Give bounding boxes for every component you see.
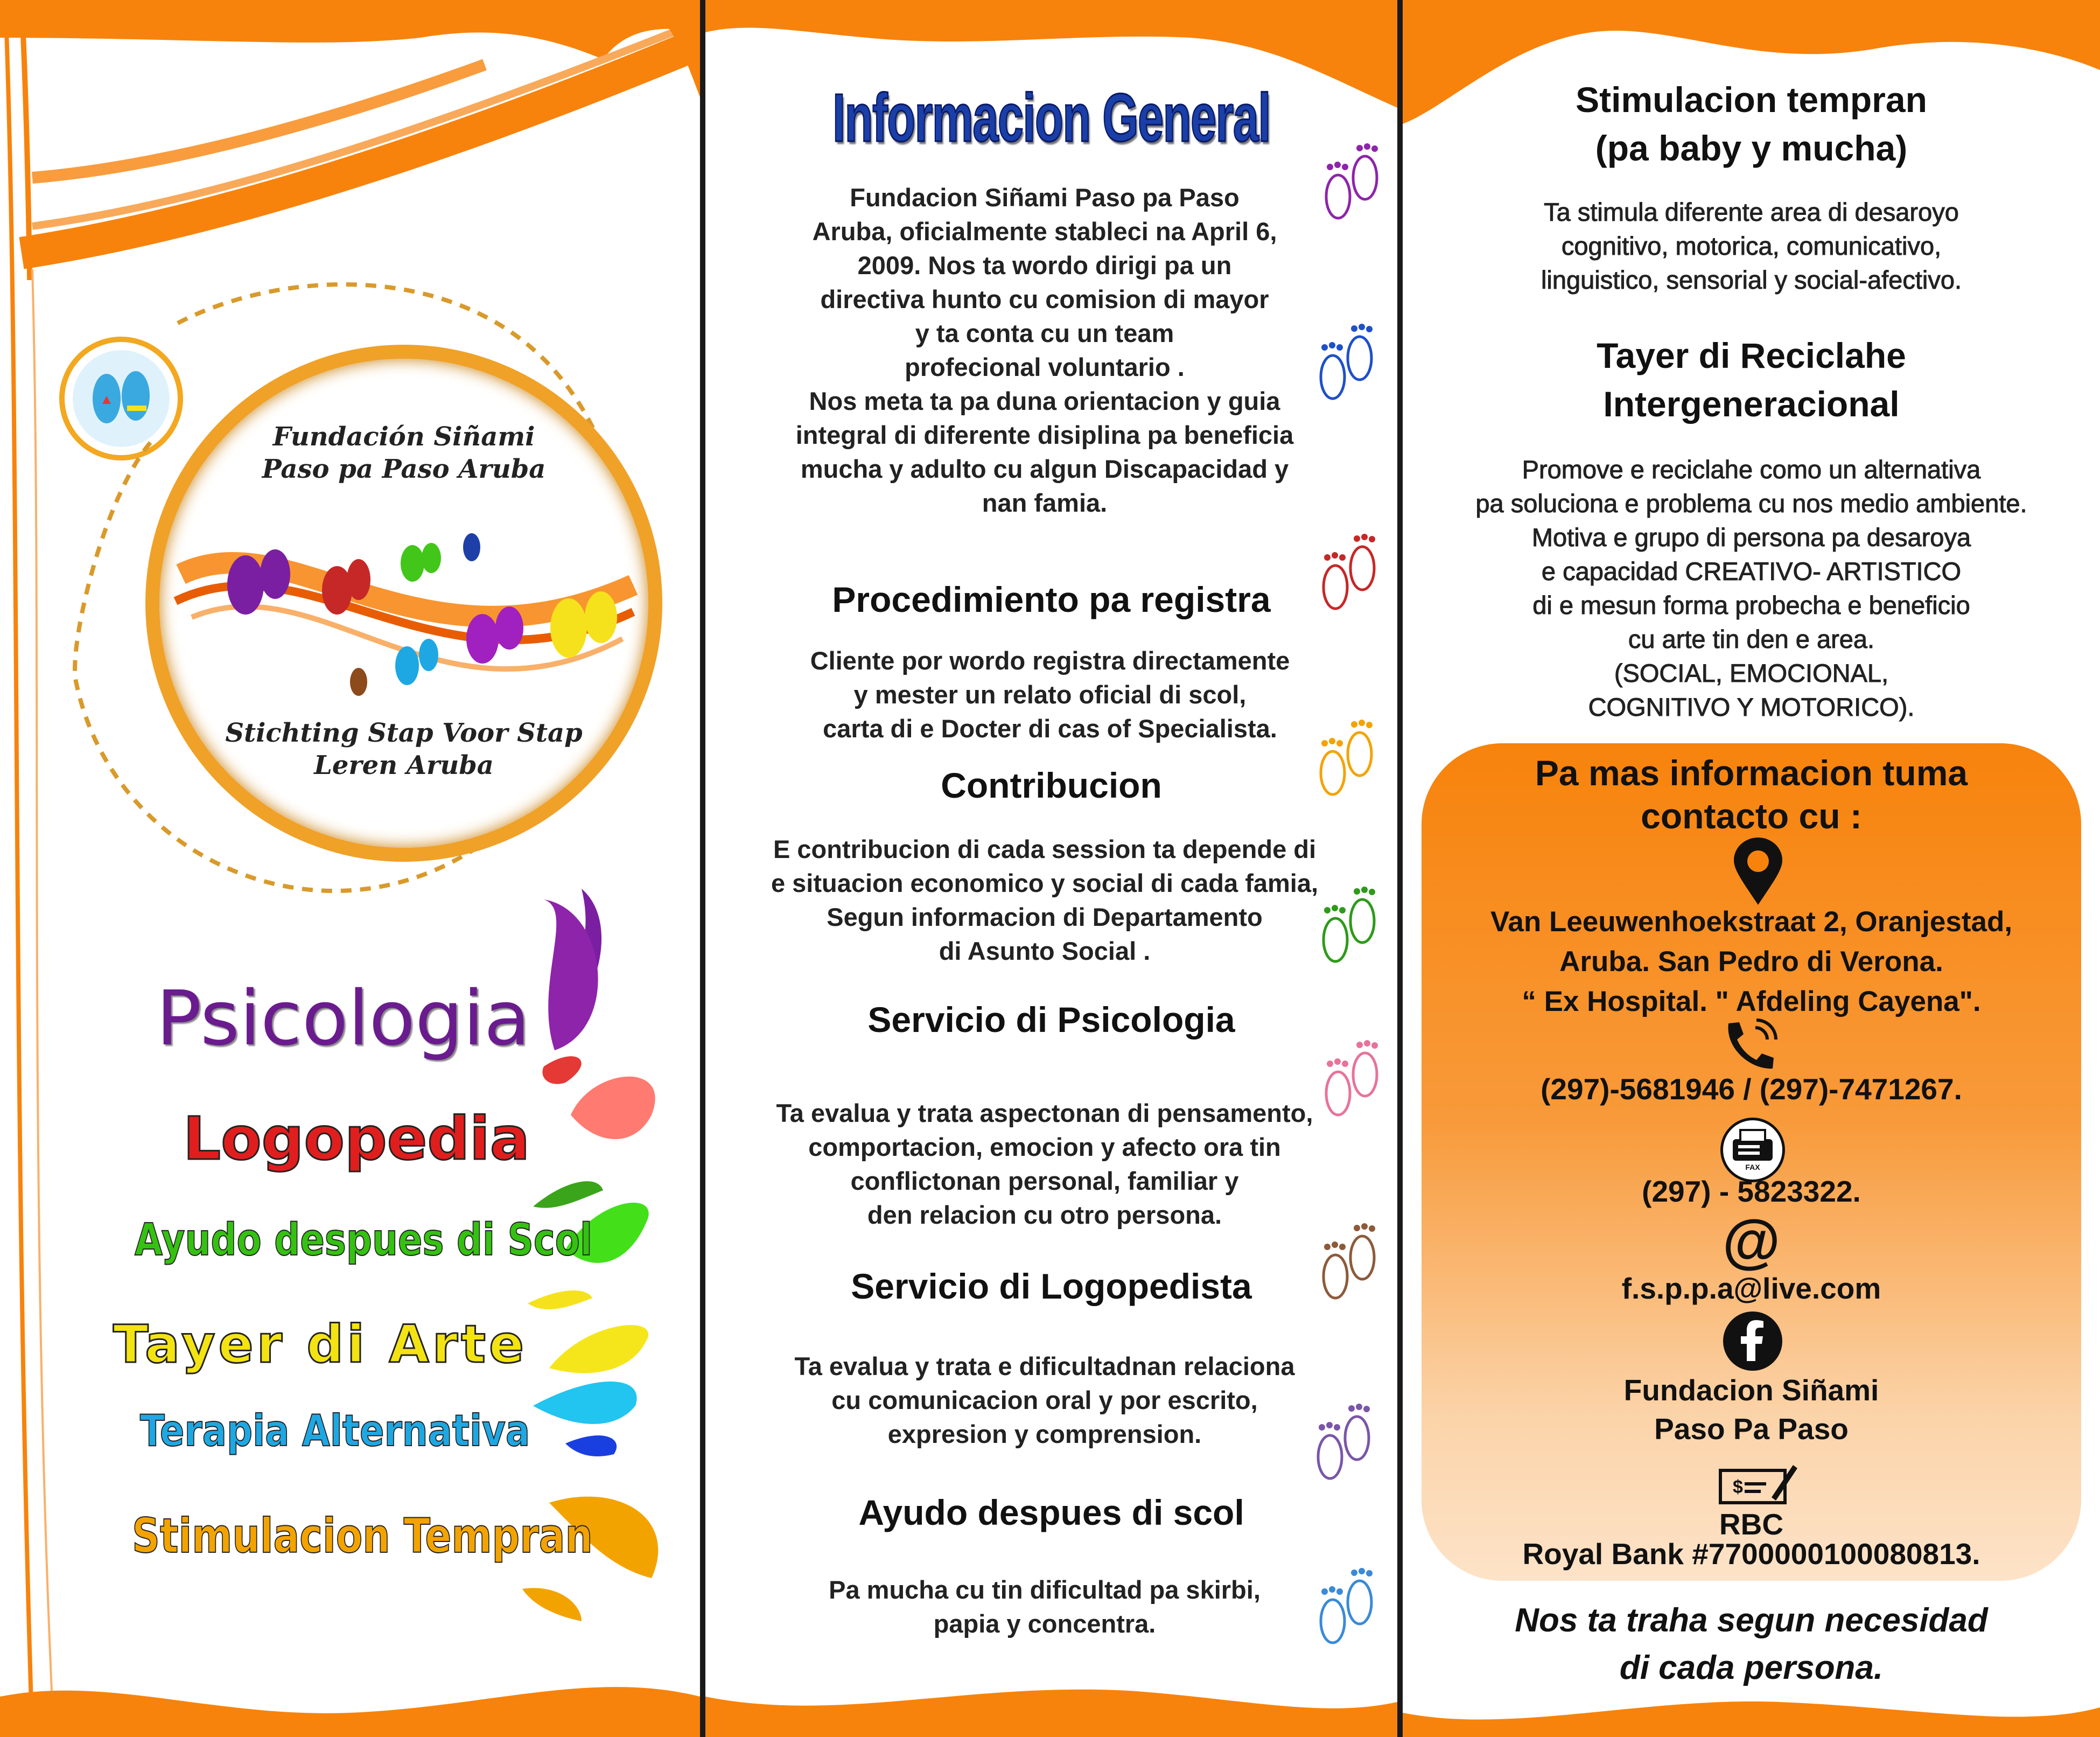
footprint-green-icon [1311, 878, 1387, 969]
heading-tayer-reciclahe [1403, 331, 2100, 428]
intro-line: Fundacion Siñami Paso pa Paso [850, 183, 1240, 212]
logo-top-line-2: Paso pa Paso Aruba [262, 454, 546, 484]
footprint-skyblue-icon [1308, 1559, 1384, 1651]
heading-line: Stimulacion tempran [1576, 80, 1927, 120]
bottom-orange-wave-middle [705, 1670, 1397, 1737]
address [1403, 902, 2100, 1022]
intro-line: mucha y adulto cu algun Discapacidad y [800, 455, 1289, 483]
body-line: comportacion, emocion y afecto ora tin [808, 1133, 1281, 1161]
logo-bottom-text [159, 717, 648, 782]
footer-line: Nos ta traha segun necesidad [1515, 1602, 1988, 1639]
bottom-orange-wave-right [1403, 1686, 2100, 1737]
body-line: COGNITIVO Y MOTORICO). [1588, 693, 1915, 721]
body-line: linguistico, sensorial y social-afectivo. [1541, 266, 1962, 294]
footprint-red-icon [1311, 525, 1387, 617]
main-logo [145, 345, 662, 862]
email-at-icon: @ [1722, 1208, 1781, 1274]
facebook-name [1403, 1371, 2100, 1448]
logo-bottom-line-1: Stichting Stap Voor Stap [225, 718, 583, 748]
address-line: Van Leeuwenhoekstraat 2, Oranjestad, [1490, 906, 2013, 938]
body-line: Ta stimula diferente area di desaroyo [1544, 198, 1959, 226]
facebook-line: Paso Pa Paso [1654, 1412, 1849, 1446]
intro-line: Nos meta ta pa duna orientacion y guia [809, 387, 1280, 415]
body-line: expresion y comprension. [887, 1420, 1202, 1448]
logo-top-line-1: Fundación Siñami [272, 422, 535, 452]
intro-line: y ta conta cu un team [915, 319, 1174, 347]
phone-icon [1718, 1018, 1782, 1072]
body-line: conflictonan personal, familiar y [850, 1167, 1239, 1195]
logopedista-text [727, 1349, 1362, 1451]
service-logopedia: Logopedia [183, 1104, 530, 1173]
body-line: carta di e Docter di cas of Specialista. [823, 714, 1277, 743]
heading-stimulacion [1403, 75, 2100, 172]
intro-line: Aruba, oficialmente stableci na April 6, [812, 217, 1277, 246]
psicologia-text [727, 1096, 1362, 1232]
logo-bottom-line-2: Leren Aruba [314, 750, 494, 780]
service-psicologia: Psicologia [156, 975, 530, 1063]
phone-number: (297)-5681946 / (297)-7471267. [1541, 1072, 1962, 1106]
heading-line: contacto cu : [1641, 796, 1862, 836]
reciclahe-text [1403, 452, 2100, 724]
intro-line: integral di diferente disiplina pa beneficia [795, 421, 1294, 449]
body-line: papia y concentra. [933, 1609, 1156, 1638]
heading-line: Intergeneracional [1603, 384, 1900, 424]
logo-top-text [159, 421, 648, 485]
ayudo-text [727, 1573, 1362, 1641]
contact-heading [1403, 751, 2100, 838]
body-line: y mester un relato oficial di scol, [853, 680, 1247, 709]
footprint-brown-icon [1311, 1215, 1387, 1306]
procedimiento-text [738, 644, 1362, 745]
footprint-violet-icon [1306, 1395, 1381, 1487]
divider-2 [1397, 0, 1403, 1737]
facebook-icon[interactable] [1723, 1312, 1782, 1371]
intro-text [727, 180, 1362, 520]
address-line: Aruba. San Pedro di Verona. [1559, 946, 1943, 978]
body-line: Ta evalua y trata e dificultadnan relaciona [794, 1352, 1295, 1380]
heading-line: Tayer di Reciclahe [1597, 336, 1906, 375]
divider-1 [700, 0, 705, 1737]
bottom-orange-wave [0, 1664, 700, 1737]
heading-line: Pa mas informacion tuma [1535, 753, 1968, 793]
bank-name: RBC [1719, 1508, 1784, 1541]
body-line: Segun informacion di Departamento [827, 903, 1263, 931]
body-line: di e mesun forma probecha e beneficio [1532, 591, 1970, 619]
body-line: (SOCIAL, EMOCIONAL, [1614, 659, 1889, 687]
footer-slogan [1403, 1597, 2100, 1692]
heading-servicio-logopedista: Servicio di Logopedista [851, 1266, 1252, 1306]
body-line: cu comunicacion oral y por escrito, [831, 1386, 1258, 1414]
footprint-pink-icon [1314, 1031, 1389, 1123]
body-line: Cliente por wordo registra directamente [810, 646, 1290, 675]
left-panel [0, 0, 700, 1737]
service-terapia-alternativa: Terapia Alternativa [140, 1406, 530, 1456]
body-line: cognitivo, motorica, comunicativo, [1561, 232, 1942, 260]
fax-number: (297) - 5823322. [1642, 1175, 1861, 1208]
footprint-purple-icon [1314, 135, 1389, 226]
fax-icon [1720, 1118, 1785, 1182]
heading-procedimiento: Procedimiento pa registra [832, 580, 1271, 619]
cheque-icon [1718, 1460, 1798, 1508]
intro-line: profecional voluntario . [905, 353, 1185, 381]
footprint-yellow-icon [1308, 711, 1384, 803]
body-line: Promove e reciclahe como un alternativa [1522, 455, 1981, 484]
heading-contribucion: Contribucion [941, 765, 1162, 805]
footprint-blue-icon [1308, 315, 1384, 407]
intro-line: 2009. Nos ta wordo dirigi pa un [857, 251, 1232, 280]
svg-text:$: $ [1733, 1477, 1743, 1497]
body-line: Pa mucha cu tin dificultad pa skirbi, [829, 1575, 1261, 1604]
service-stimulacion-tempran: Stimulacion Tempran [132, 1508, 593, 1564]
middle-panel [705, 0, 1397, 1737]
heading-ayudo-despues-di-scol: Ayudo despues di scol [858, 1492, 1244, 1532]
body-line: Ta evalua y trata aspectonan di pensamento, [776, 1099, 1313, 1127]
footer-line: di cada persona. [1619, 1649, 1884, 1686]
body-line: e capacidad CREATIVO- ARTISTICO [1541, 557, 1962, 585]
body-line: cu arte tin den e area. [1628, 625, 1875, 653]
email-address[interactable]: f.s.p.p.a@live.com [1621, 1272, 1881, 1305]
heading-servicio-psicologia: Servicio di Psicologia [867, 1000, 1235, 1040]
heading-line: (pa baby y mucha) [1595, 128, 1908, 168]
contribucion-text [727, 832, 1362, 968]
body-line: Motiva e grupo di persona pa desaroya [1531, 523, 1971, 552]
bank-account: Royal Bank #7700000100080813. [1522, 1537, 1980, 1571]
location-pin-icon [1731, 838, 1785, 908]
address-line: “ Ex Hospital. " Afdeling Cayena". [1522, 986, 1981, 1017]
fax-label: FAX [1745, 1163, 1760, 1171]
body-line: E contribucion di cada session ta depende di [773, 835, 1317, 863]
right-panel [1403, 0, 2100, 1737]
intro-line: directiva hunto cu comision di mayor [820, 285, 1269, 313]
service-tayer-di-arte: Tayer di Arte [113, 1314, 528, 1375]
body-line: di Asunto Social . [939, 937, 1151, 965]
intro-line: nan famia. [982, 489, 1108, 517]
body-line: e situacion economico y social di cada famia, [771, 869, 1319, 897]
facebook-line: Fundacion Siñami [1623, 1373, 1879, 1407]
service-ayudo-despues-di-scol: Ayudo despues di Scol [135, 1215, 592, 1266]
body-line: den relacion cu otro persona. [867, 1201, 1222, 1229]
top-orange-wave [0, 0, 700, 280]
body-line: pa soluciona e problema cu nos medio ambiente. [1475, 489, 2027, 518]
page-title: Informacion General [832, 80, 1270, 156]
stimulacion-text [1403, 195, 2100, 297]
